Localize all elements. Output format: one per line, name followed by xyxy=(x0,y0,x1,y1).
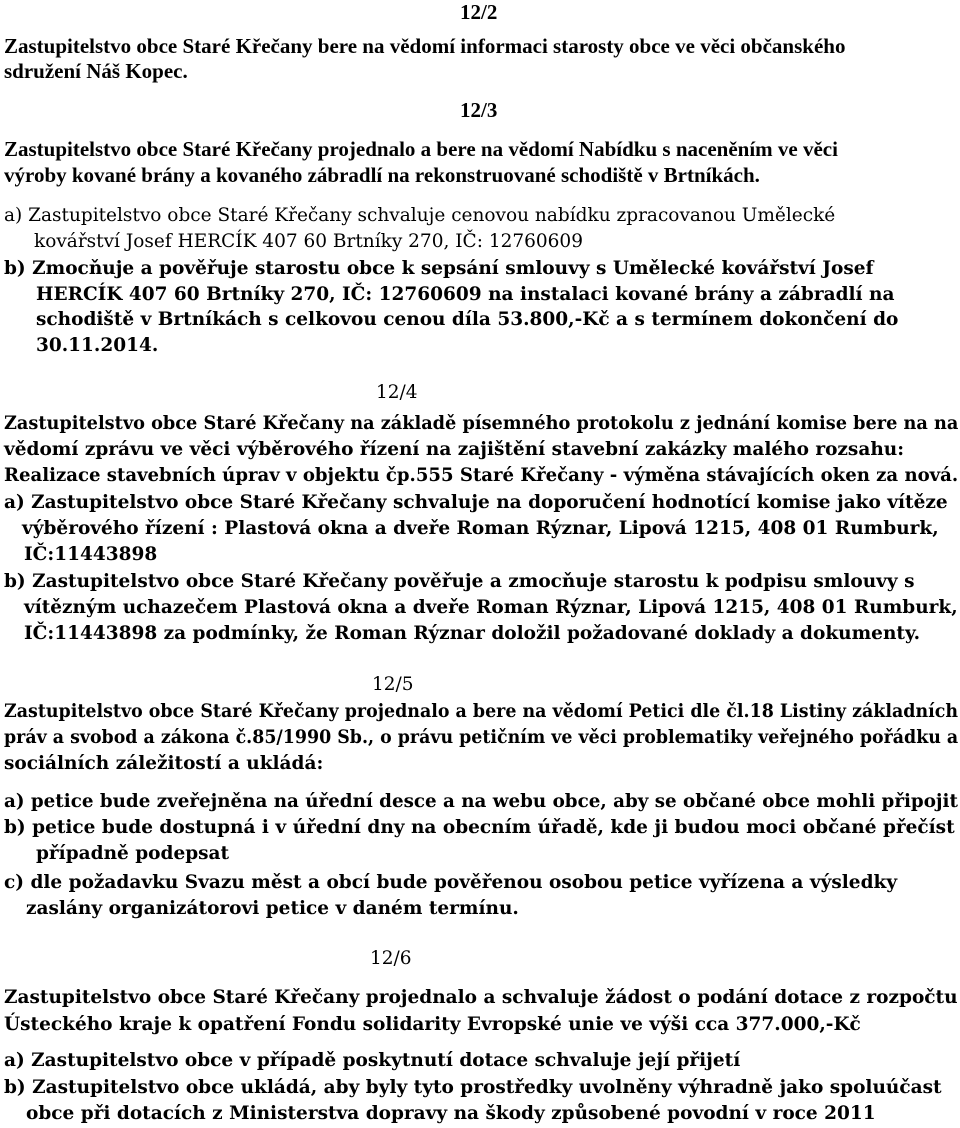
paragraph-line: výběrového řízení : Plastová okna a dveře Roman Rýznar, Lipová 1215, 408 01 Rumburk, xyxy=(22,518,939,539)
paragraph-line: a) Zastupitelstvo obce Staré Křečany schvaluje cenovou nabídku zpracovanou Umělecké xyxy=(4,205,836,226)
section-heading: 12/5 xyxy=(372,674,414,695)
paragraph-line: a) Zastupitelstvo obce v případě poskytnutí dotace schvaluje její přijetí xyxy=(4,1050,741,1071)
paragraph-line: vítězným uchazečem Plastová okna a dveře Roman Rýznar, Lipová 1215, 408 01 Rumburk, xyxy=(24,597,958,618)
paragraph-line: sdružení Náš Kopec. xyxy=(4,59,188,83)
paragraph-line: b) Zmocňuje a pověřuje starostu obce k sepsání smlouvy s Umělecké kovářství Josef xyxy=(4,258,874,279)
paragraph-line: b) Zastupitelstvo obce Staré Křečany pověřuje a zmocňuje starostu k podpisu smlouvy s xyxy=(4,571,915,592)
paragraph-line: IČ:11443898 za podmínky, že Roman Rýznar doložil požadované doklady a dokumenty. xyxy=(24,623,921,644)
paragraph-line: schodiště v Brtníkách s celkovou cenou díla 53.800,-Kč a s termínem dokončení do xyxy=(36,309,899,330)
section-heading: 12/3 xyxy=(460,98,498,122)
paragraph-line: sociálních záležitostí a ukládá: xyxy=(4,753,324,774)
paragraph-line: b) Zastupitelstvo obce ukládá, aby byly tyto prostředky uvolněny výhradně jako spoluúčast xyxy=(4,1077,942,1098)
paragraph-line: a) petice bude zveřejněna na úřední desce a na webu obce, aby se občané obce mohli připojit xyxy=(4,791,958,812)
paragraph-line: Zastupitelstvo obce Staré Křečany projednalo a schvaluje žádost o podání dotace z rozpočtu xyxy=(4,987,958,1008)
section-heading: 12/2 xyxy=(460,0,498,24)
paragraph-line: případně podepsat xyxy=(36,843,230,864)
paragraph-line: Zastupitelstvo obce Staré Křečany projednalo a bere na vědomí Nabídku s naceněním ve věci xyxy=(4,137,838,161)
paragraph-line: práv a svobod a zákona č.85/1990 Sb., o právu petičním ve věci problematiky veřejného pořádku a xyxy=(4,727,959,748)
paragraph-line: b) petice bude dostupná i v úřední dny na obecním úřadě, kde ji budou moci občané přečíst xyxy=(4,817,955,838)
paragraph-line: Ústeckého kraje k opatření Fondu solidarity Evropské unie ve výši cca 377.000,-Kč xyxy=(4,1014,861,1035)
paragraph-line: Zastupitelstvo obce Staré Křečany bere na vědomí informaci starosty obce ve věci občanského xyxy=(4,34,846,58)
paragraph-line: vědomí zprávu ve věci výběrového řízení na zajištění stavební zakázky malého rozsahu: xyxy=(4,439,905,460)
section-heading: 12/4 xyxy=(376,382,418,403)
paragraph-line: výroby kované brány a kovaného zábradlí na rekonstruované schodiště v Brtníkách. xyxy=(4,163,760,187)
paragraph-line: a) Zastupitelstvo obce Staré Křečany schvaluje na doporučení hodnotící komise jako vítěze xyxy=(4,492,948,513)
paragraph-line: Zastupitelstvo obce Staré Křečany na základě písemného protokolu z jednání komise bere na na xyxy=(4,413,959,434)
paragraph-line: Realizace stavebních úprav v objektu čp.555 Staré Křečany - výměna stávajících oken za nová. xyxy=(4,465,959,486)
paragraph-line: kovářství Josef HERCÍK 407 60 Brtníky 270, IČ: 12760609 xyxy=(34,231,583,252)
paragraph-line: 30.11.2014. xyxy=(36,335,159,356)
paragraph-line: c) dle požadavku Svazu měst a obcí bude pověřenou osobou petice vyřízena a výsledky xyxy=(4,872,898,893)
paragraph-line: HERCÍK 407 60 Brtníky 270, IČ: 12760609 na instalaci kované brány a zábradlí na xyxy=(36,284,895,305)
section-heading: 12/6 xyxy=(370,948,412,969)
paragraph-line: Zastupitelstvo obce Staré Křečany projednalo a bere na vědomí Petici dle čl.18 Listiny základních xyxy=(4,701,959,722)
paragraph-line: IČ:11443898 xyxy=(24,544,158,565)
paragraph-line: zaslány organizátorovi petice v daném termínu. xyxy=(26,898,519,919)
paragraph-line: obce při dotacích z Ministerstva dopravy na škody způsobené povodní v roce 2011 xyxy=(26,1103,876,1124)
